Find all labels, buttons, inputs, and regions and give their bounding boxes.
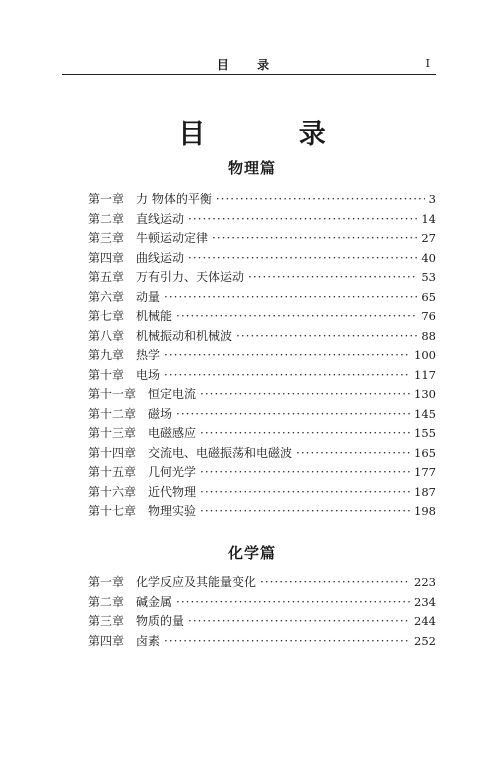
toc-name: 恒定电流: [148, 387, 197, 401]
toc-entry[interactable]: [88, 463, 436, 483]
toc-leader: [188, 251, 417, 265]
toc-entry[interactable]: [88, 210, 436, 230]
toc-chapter: 第十一章: [88, 387, 137, 401]
toc-page: 234: [414, 594, 436, 609]
toc-page: 244: [414, 614, 436, 628]
toc-page: 117: [414, 367, 436, 382]
page-title: 目 录: [178, 119, 368, 150]
toc-name: 动量: [136, 289, 161, 304]
toc-name: 牛顿运动定律: [136, 231, 209, 245]
toc-page: 187: [414, 484, 436, 499]
toc-entry[interactable]: [88, 307, 436, 327]
toc-entry[interactable]: [88, 288, 436, 308]
toc-leader: [176, 595, 410, 609]
toc-entry[interactable]: [88, 268, 436, 288]
toc-page: 155: [414, 426, 436, 440]
toc-page: 177: [414, 465, 436, 479]
toc-entry[interactable]: [88, 327, 436, 347]
toc-chapter: 第十二章: [88, 406, 137, 421]
toc-chapter: 第十五章: [88, 465, 137, 479]
toc-name: 电场: [136, 367, 161, 382]
section-title-physics: 物理篇: [227, 159, 276, 177]
toc-page: 76: [421, 309, 436, 323]
toc-leader: [216, 192, 425, 206]
toc-name: 物理实验: [148, 504, 197, 518]
toc-page: 3: [428, 192, 436, 206]
toc-leader: [212, 231, 417, 245]
toc-chapter: 第三章: [88, 231, 125, 245]
toc-leader: [164, 348, 410, 362]
toc-entry[interactable]: [88, 632, 436, 652]
toc-entry[interactable]: [88, 444, 436, 464]
toc-chapter: 第十七章: [88, 504, 137, 518]
toc-entry[interactable]: [88, 229, 436, 249]
toc-page: 27: [421, 231, 436, 245]
toc-list-chemistry: [88, 573, 436, 651]
running-header-page-number: I: [425, 57, 430, 70]
toc-entry[interactable]: [88, 573, 436, 593]
toc-page: 100: [414, 348, 436, 362]
toc-page: 88: [421, 328, 436, 343]
toc-entry[interactable]: [88, 483, 436, 503]
toc-leader: [200, 426, 410, 440]
toc-page: 130: [414, 387, 436, 401]
toc-name: 物质的量: [136, 614, 185, 628]
toc-chapter: 第二章: [88, 594, 125, 609]
toc-name: 万有引力、天体运动: [136, 270, 245, 284]
toc-leader: [296, 446, 410, 460]
toc-chapter: 第五章: [88, 270, 125, 284]
toc-chapter: 第七章: [88, 309, 125, 323]
toc-leader: [176, 309, 417, 323]
toc-page: 252: [414, 633, 436, 648]
toc-page: 40: [421, 250, 436, 265]
toc-chapter: 第三章: [88, 614, 125, 628]
toc-name: 碱金属: [136, 594, 173, 609]
toc-leader: [260, 575, 410, 589]
toc-entry[interactable]: [88, 249, 436, 269]
toc-name: 机械振动和机械波: [136, 328, 233, 343]
toc-entry[interactable]: [88, 190, 436, 210]
section-title-chemistry: 化学篇: [227, 544, 276, 562]
toc-leader: [176, 407, 410, 421]
toc-name: 力 物体的平衡: [136, 192, 212, 206]
toc-leader: [200, 387, 410, 401]
toc-chapter: 第十六章: [88, 484, 137, 499]
toc-name: 几何光学: [148, 465, 197, 479]
toc-leader: [188, 212, 417, 226]
toc-chapter: 第八章: [88, 328, 125, 343]
toc-page: 53: [421, 270, 436, 284]
toc-name: 曲线运动: [136, 250, 185, 265]
toc-chapter: 第六章: [88, 289, 125, 304]
toc-entry[interactable]: [88, 593, 436, 613]
toc-entry[interactable]: [88, 424, 436, 444]
toc-entry[interactable]: [88, 385, 436, 405]
toc-chapter: 第一章: [88, 192, 125, 206]
running-header: [62, 56, 436, 75]
toc-page: 65: [421, 289, 436, 304]
toc-leader: [236, 329, 417, 343]
toc-page: 14: [421, 211, 436, 226]
toc-entry[interactable]: [88, 405, 436, 425]
toc-chapter: 第十四章: [88, 445, 137, 460]
toc-name: 磁场: [148, 406, 173, 421]
toc-name: 化学反应及其能量变化: [136, 575, 257, 589]
toc-leader: [164, 368, 410, 382]
toc-chapter: 第二章: [88, 211, 125, 226]
toc-name: 近代物理: [148, 484, 197, 499]
toc-leader: [248, 270, 417, 284]
running-header-title: 目 录: [216, 58, 282, 72]
toc-chapter: 第一章: [88, 575, 125, 589]
toc-leader: [188, 614, 410, 628]
toc-page: 198: [414, 504, 436, 518]
toc-page: 145: [414, 406, 436, 421]
toc-leader: [200, 485, 410, 499]
toc-name: 交流电、电磁振荡和电磁波: [148, 445, 293, 460]
toc-entry[interactable]: [88, 346, 436, 366]
toc-page: 165: [414, 445, 436, 460]
toc-entry[interactable]: [88, 502, 436, 522]
toc-entry[interactable]: [88, 366, 436, 386]
toc-leader: [200, 504, 410, 518]
toc-chapter: 第四章: [88, 250, 125, 265]
toc-chapter: 第四章: [88, 633, 125, 648]
toc-entry[interactable]: [88, 612, 436, 632]
toc-page: 223: [414, 575, 436, 589]
toc-list-physics: [88, 190, 436, 522]
toc-name: 电磁感应: [148, 426, 197, 440]
toc-chapter: 第九章: [88, 348, 125, 362]
toc-name: 卤素: [136, 633, 161, 648]
toc-chapter: 第十三章: [88, 426, 137, 440]
toc-chapter: 第十章: [88, 367, 125, 382]
toc-name: 直线运动: [136, 211, 185, 226]
toc-name: 热学: [136, 348, 161, 362]
toc-leader: [164, 634, 410, 648]
toc-name: 机械能: [136, 309, 173, 323]
toc-leader: [164, 290, 417, 304]
toc-leader: [200, 465, 410, 479]
